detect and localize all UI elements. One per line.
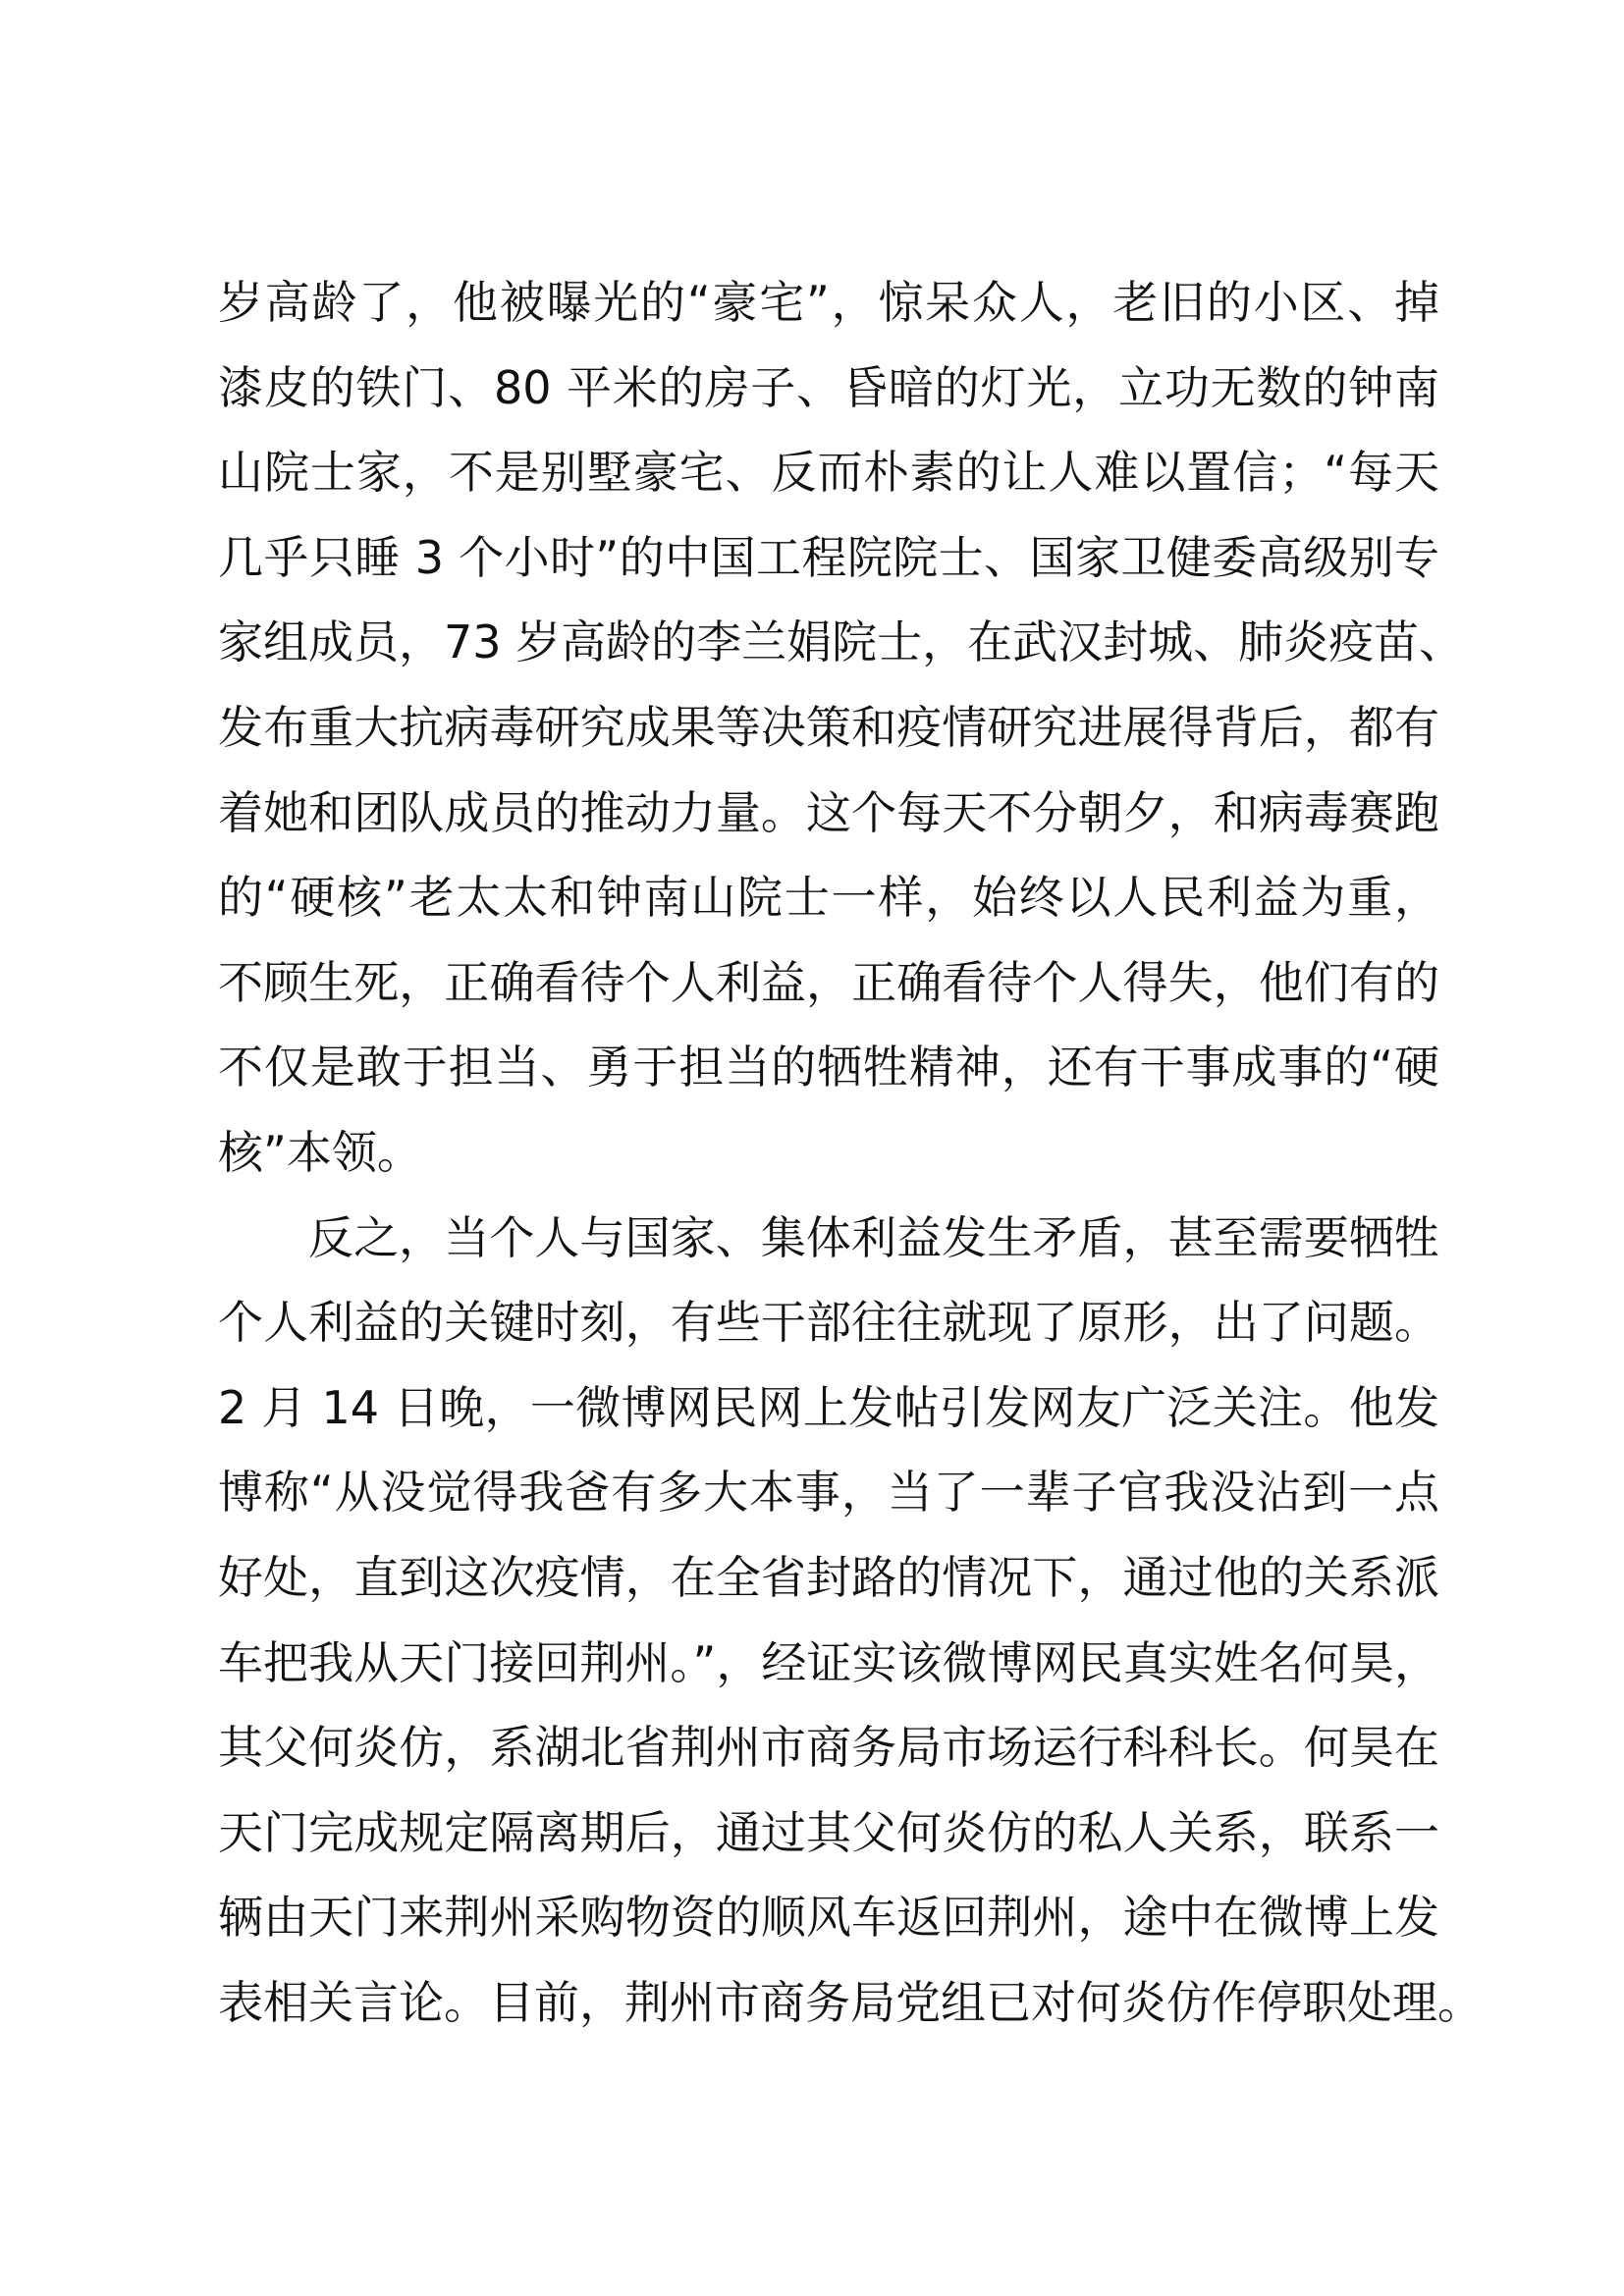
text-line: 辆由天门来荆州采购物资的顺风车返回荆州，途中在微博上发 — [218, 1891, 1439, 1945]
paragraph-2 — [218, 1196, 1483, 2046]
text-line: 发布重大抗病毒研究成果等决策和疫情研究进展得背后，都有 — [218, 700, 1439, 754]
text-line: 表相关言论。目前，荆州市商务局党组已对何炎仿作停职处理。 — [218, 1975, 1483, 2029]
text-line: 家组成员，73 岁高龄的李兰娟院士，在武汉封城、肺炎疫苗、 — [218, 615, 1465, 669]
text-line: 核”本领。 — [218, 1125, 422, 1179]
text-line: 的“硬核”老太太和钟南山院士一样，始终以人民利益为重， — [218, 871, 1439, 925]
text-line: 漆皮的铁门、80 平米的房子、昏暗的灯光，立功无数的钟南 — [218, 360, 1439, 414]
text-line: 好处，直到这次疫情，在全省封路的情况下，通过他的关系派 — [218, 1550, 1439, 1604]
text-line: 着她和团队成员的推动力量。这个每天不分朝夕，和病毒赛跑 — [218, 785, 1439, 839]
text-line: 车把我从天门接回荆州。”，经证实该微博网民真实姓名何昊， — [218, 1635, 1439, 1689]
text-line: 其父何炎仿，系湖北省荆州市商务局市场运行科科长。何昊在 — [218, 1721, 1439, 1775]
text-line: 不顾生死，正确看待个人利益，正确看待个人得失，他们有的 — [218, 955, 1439, 1009]
text-line: 个人利益的关键时刻，有些干部往往就现了原形，出了问题。 — [218, 1296, 1439, 1350]
document-page — [218, 260, 1483, 2045]
text-line: 反之，当个人与国家、集体利益发生矛盾，甚至需要牺牲 — [308, 1210, 1439, 1264]
text-line: 不仅是敢于担当、勇于担当的牺牲精神，还有干事成事的“硬 — [218, 1041, 1439, 1095]
text-line: 天门完成规定隔离期后，通过其父何炎仿的私人关系，联系一 — [218, 1805, 1439, 1859]
text-line: 山院士家，不是别墅豪宅、反而朴素的让人难以置信；“每天 — [218, 446, 1439, 500]
text-line: 博称“从没觉得我爸有多大本事，当了一辈子官我没沾到一点 — [218, 1466, 1439, 1520]
paragraph-1 — [218, 260, 1465, 1196]
text-line: 几乎只睡 3 个小时”的中国工程院院士、国家卫健委高级别专 — [218, 530, 1439, 584]
text-line: 2 月 14 日晚，一微博网民网上发帖引发网友广泛关注。他发 — [218, 1380, 1439, 1434]
text-line: 岁高龄了，他被曝光的“豪宅”，惊呆众人，老旧的小区、掉 — [218, 276, 1439, 329]
